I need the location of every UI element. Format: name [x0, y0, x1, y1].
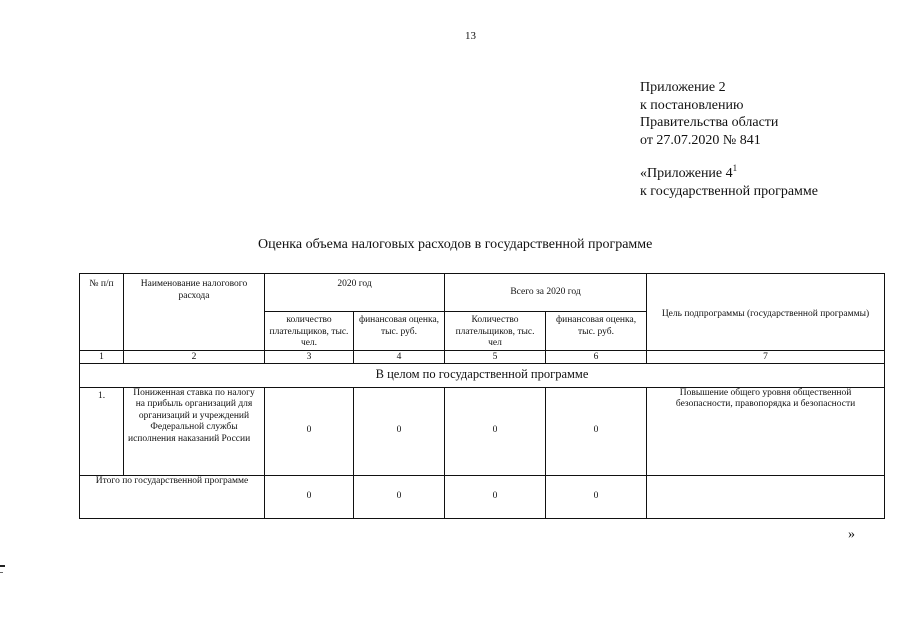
appendix-header — [640, 79, 818, 200]
row-value: 0 — [546, 387, 647, 475]
row-goal: Повышение общего уровня общественной безопасности, правопорядка и безопасности — [647, 387, 885, 475]
row-name: Пониженная ставка по налогу на прибыль организаций для организаций и учреждений Федеральной службы исполнения наказаний России — [124, 387, 265, 475]
row-value: 0 — [265, 387, 354, 475]
appendix-line: Правительства области — [640, 115, 779, 130]
scan-artifact — [0, 565, 5, 567]
tax-expenditure-table — [79, 273, 885, 519]
header-payers-count-total: Количество плательщиков, тыс. чел — [445, 312, 546, 351]
appendix-line: от 27.07.2020 № 841 — [640, 132, 761, 148]
table-row — [80, 387, 885, 475]
header-fin-estimate: финансовая оценка, тыс. руб. — [354, 312, 445, 351]
column-number: 1 — [80, 350, 124, 363]
total-value: 0 — [546, 475, 647, 518]
column-number: 5 — [445, 350, 546, 363]
appendix-line: к государственной программе — [640, 183, 818, 199]
column-number: 2 — [124, 350, 265, 363]
header-fin-estimate-total: финансовая оценка, тыс. руб. — [546, 312, 647, 351]
total-value: 0 — [265, 475, 354, 518]
appendix-line: к постановлению — [640, 97, 744, 113]
total-goal — [647, 475, 885, 518]
column-number: 4 — [354, 350, 445, 363]
row-value: 0 — [354, 387, 445, 475]
scan-artifact — [0, 572, 3, 573]
header-payers-count: количество плательщиков, тыс. чел. — [265, 312, 354, 351]
header-total-group: Всего за 2020 год — [445, 274, 647, 312]
appendix-line: «Приложение $4^1$ — [640, 163, 738, 181]
document-title: Оценка объема налоговых расходов в государственной программе — [258, 237, 653, 252]
total-label: Итого по государственной программе — [80, 475, 265, 518]
total-value: 0 — [445, 475, 546, 518]
section-label: В целом по государственной программе — [80, 363, 885, 387]
row-num: 1. — [80, 387, 124, 475]
column-number: 7 — [647, 350, 885, 363]
header-name: Наименование налогового расхода — [124, 274, 265, 351]
row-value: 0 — [445, 387, 546, 475]
page-number: 13 — [465, 30, 476, 42]
closing-quote: » — [848, 527, 855, 542]
header-num: № п/п — [80, 274, 124, 351]
column-number: 6 — [546, 350, 647, 363]
total-value: 0 — [354, 475, 445, 518]
superscript: 1 — [732, 163, 738, 173]
header-goal: Цель подпрограммы (государственной программы) — [647, 274, 885, 351]
column-number: 3 — [265, 350, 354, 363]
total-row — [80, 475, 885, 518]
header-year-group: 2020 год — [265, 274, 445, 312]
appendix-line: Приложение 2 — [640, 80, 726, 95]
